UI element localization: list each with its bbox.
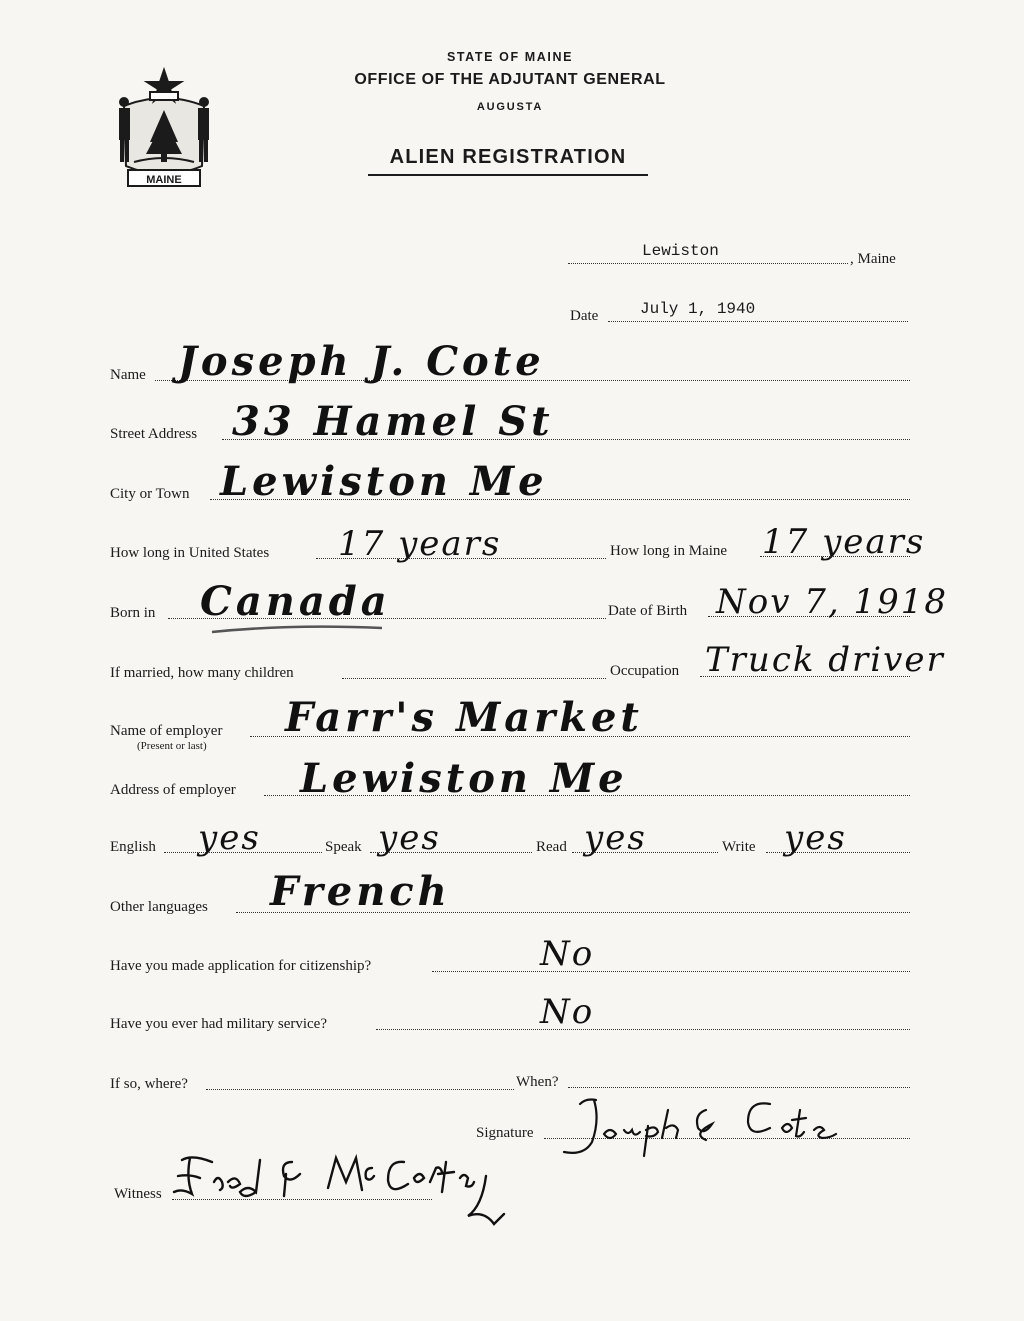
born-in-value: Canada: [200, 578, 391, 625]
date-line: [608, 321, 908, 322]
children-line: [342, 678, 606, 679]
state-heading: STATE OF MAINE: [446, 50, 574, 64]
office-heading: OFFICE OF THE ADJUTANT GENERAL: [354, 71, 666, 88]
employer-label: Name of employer: [110, 723, 223, 739]
form-title: ALIEN REGISTRATION: [368, 146, 648, 176]
other-languages-label: Other languages: [110, 899, 208, 915]
city-heading: AUGUSTA: [476, 101, 544, 113]
underline-stroke: [210, 622, 385, 636]
applicant-signature-image: [556, 1090, 856, 1160]
witness-signature-image: [168, 1148, 528, 1228]
employer-address-value: Lewiston Me: [300, 755, 628, 802]
english-label: English: [110, 839, 156, 855]
when-label: When?: [516, 1074, 559, 1090]
dob-label: Date of Birth: [608, 603, 688, 619]
other-languages-value: French: [270, 868, 451, 915]
years-us-value: 17 years: [338, 524, 502, 564]
where-label: If so, where?: [110, 1076, 188, 1092]
employer-value: Farr's Market: [285, 694, 643, 741]
place-line: [568, 263, 848, 264]
years-maine-label: How long in Maine: [610, 543, 728, 559]
date-value: July 1, 1940: [640, 300, 756, 318]
read-value: yes: [584, 818, 647, 858]
years-maine-value: 17 years: [762, 522, 926, 562]
occupation-label: Occupation: [610, 663, 680, 679]
maine-state-seal-icon: [110, 62, 218, 190]
children-label: If married, how many children: [110, 665, 294, 681]
military-value: No: [540, 992, 595, 1032]
speak-value: yes: [378, 818, 441, 858]
street-label: Street Address: [110, 426, 198, 442]
place-value: Lewiston: [642, 242, 719, 260]
born-in-label: Born in: [110, 605, 156, 621]
military-line: [376, 1029, 910, 1030]
citizenship-line: [432, 971, 910, 972]
employer-sublabel: (Present or last): [137, 740, 207, 752]
name-label: Name: [110, 367, 146, 383]
place-suffix: , Maine: [850, 251, 896, 267]
speak-label: Speak: [325, 839, 362, 855]
date-label: Date: [570, 308, 599, 324]
english-value: yes: [198, 818, 261, 858]
employer-address-label: Address of employer: [110, 782, 236, 798]
citizenship-label: Have you made application for citizenship?: [110, 958, 372, 974]
name-value: Joseph J. Cote: [178, 338, 545, 385]
military-label: Have you ever had military service?: [110, 1016, 327, 1032]
write-value: yes: [784, 818, 847, 858]
city-label: City or Town: [110, 486, 190, 502]
citizenship-value: No: [540, 934, 595, 974]
signature-label: Signature: [476, 1125, 534, 1141]
city-value: Lewiston Me: [220, 458, 548, 505]
read-label: Read: [536, 839, 567, 855]
write-label: Write: [722, 839, 756, 855]
street-value: 33 Hamel St: [232, 398, 554, 445]
where-line: [206, 1089, 514, 1090]
years-us-label: How long in United States: [110, 545, 270, 561]
seal-banner-text: MAINE: [146, 174, 182, 186]
witness-label: Witness: [114, 1186, 162, 1202]
dob-value: Nov 7, 1918: [716, 582, 949, 622]
when-line: [568, 1087, 910, 1088]
occupation-value: Truck driver: [705, 640, 945, 680]
